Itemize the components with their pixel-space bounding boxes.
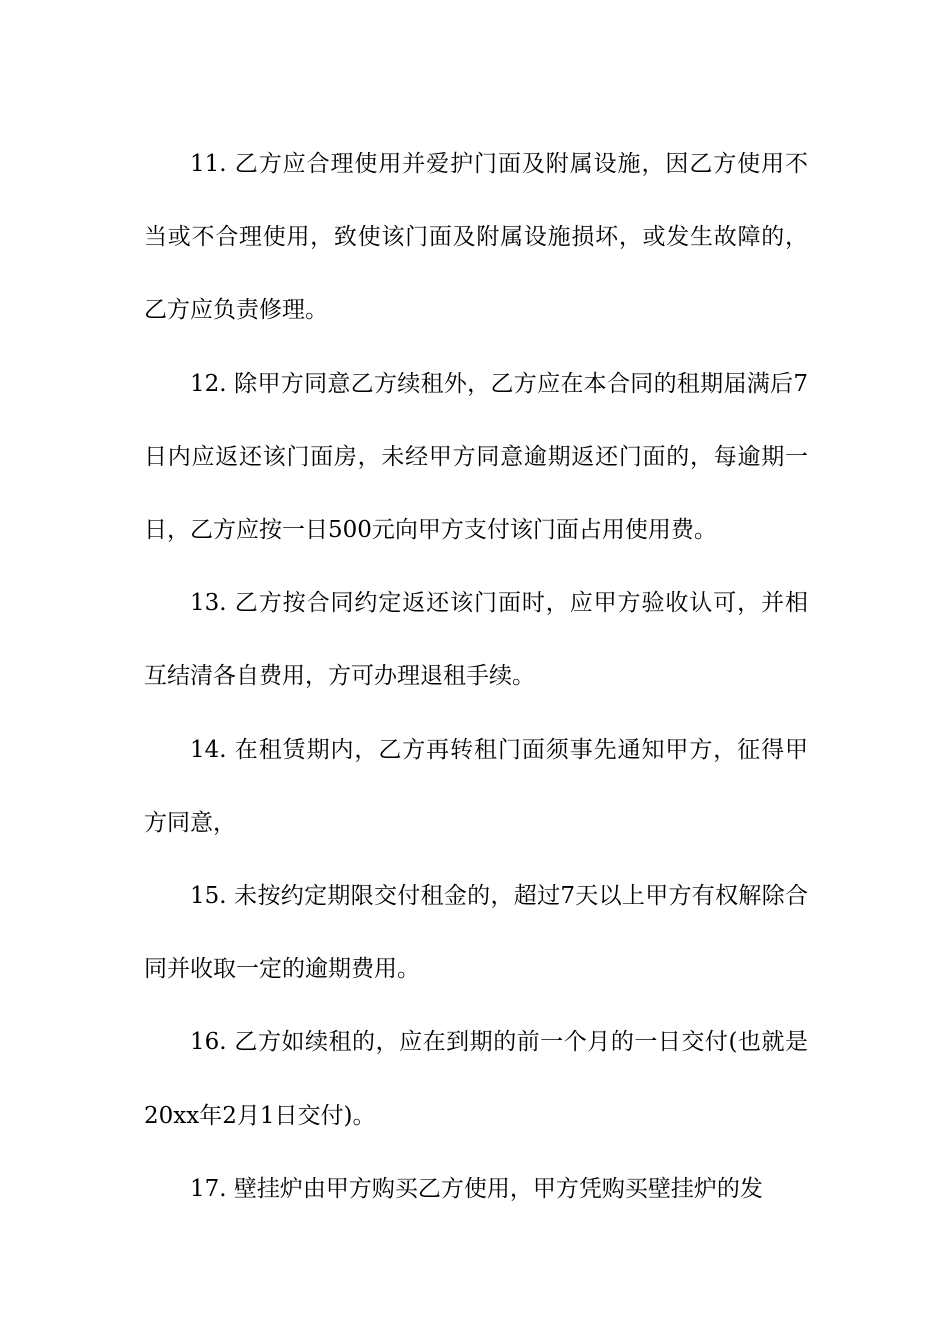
clause-16: 16. 乙方如续租的，应在到期的前一个月的一日交付(也就是20xx年2月1日交付)。: [144, 1029, 808, 1129]
clause-15: 15. 未按约定期限交付租金的，超过7天以上甲方有权解除合同并收取一定的逾期费用。: [144, 883, 808, 983]
clause-11: 11. 乙方应合理使用并爱护门面及附属设施，因乙方使用不当或不合理使用，致使该门面及附属设施损坏，或发生故障的，乙方应负责修理。: [144, 151, 808, 324]
clause-17: 17. 壁挂炉由甲方购买乙方使用，甲方凭购买壁挂炉的发: [190, 1175, 763, 1202]
clause-12: 12. 除甲方同意乙方续租外，乙方应在本合同的租期届满后7日内应返还该门面房，未经甲方同意逾期返还门面的，每逾期一日，乙方应按一日500元向甲方支付该门面占用使用费。: [144, 370, 808, 544]
clause-13: 13. 乙方按合同约定返还该门面时，应甲方验收认可，并相互结清各自费用，方可办理退租手续。: [144, 590, 808, 690]
clause-14: 14. 在租赁期内，乙方再转租门面须事先通知甲方，征得甲方同意，: [144, 736, 808, 836]
contract-text: [144, 128, 808, 1226]
